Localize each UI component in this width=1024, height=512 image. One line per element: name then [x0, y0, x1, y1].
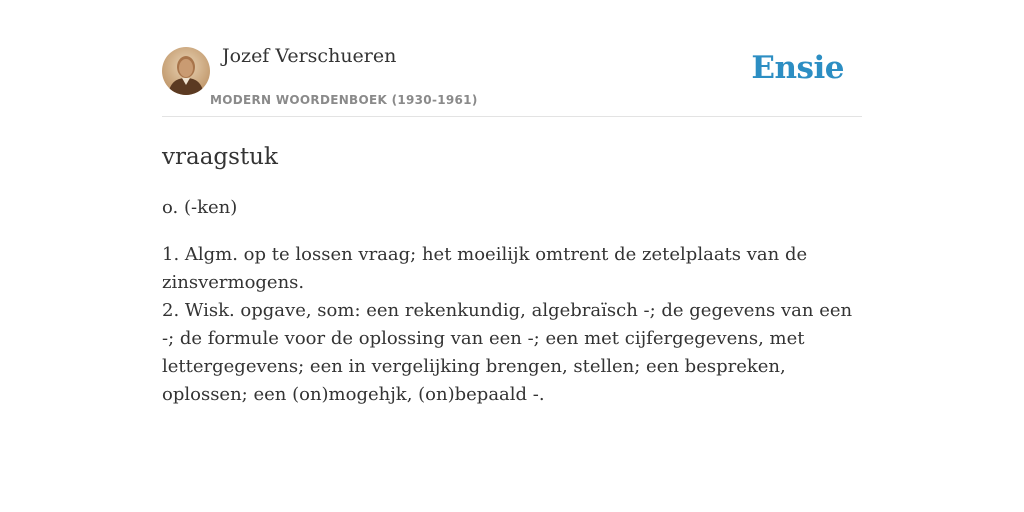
definition-1: 1. Algm. op te lossen vraag; het moeilijk omtrent de zetelplaats van de zinsvermogens. — [162, 244, 808, 293]
portrait-photo-icon — [162, 47, 210, 95]
entry-card — [162, 0, 862, 409]
definitions — [162, 241, 862, 409]
brand-logo[interactable]: Ensie — [751, 50, 844, 86]
headword: vraagstuk — [162, 144, 278, 170]
definition-2: 2. Wisk. opgave, som: een rekenkundig, algebraïsch -; de gegevens van een -; de formule voor de oplossing van een -; een met cijfergegevens, met lettergegevens; een in vergelijking brengen, stellen; een bespreken, oplossen; een (on)mogehjk, (on)bepaald -. — [162, 300, 853, 405]
author-name[interactable]: Jozef Verschueren — [222, 45, 397, 67]
entry-header — [162, 0, 862, 117]
grammar-info: o. (-ken) — [162, 197, 238, 218]
source-label[interactable]: MODERN WOORDENBOEK (1930-1961) — [210, 93, 478, 107]
author-avatar[interactable] — [162, 47, 210, 95]
